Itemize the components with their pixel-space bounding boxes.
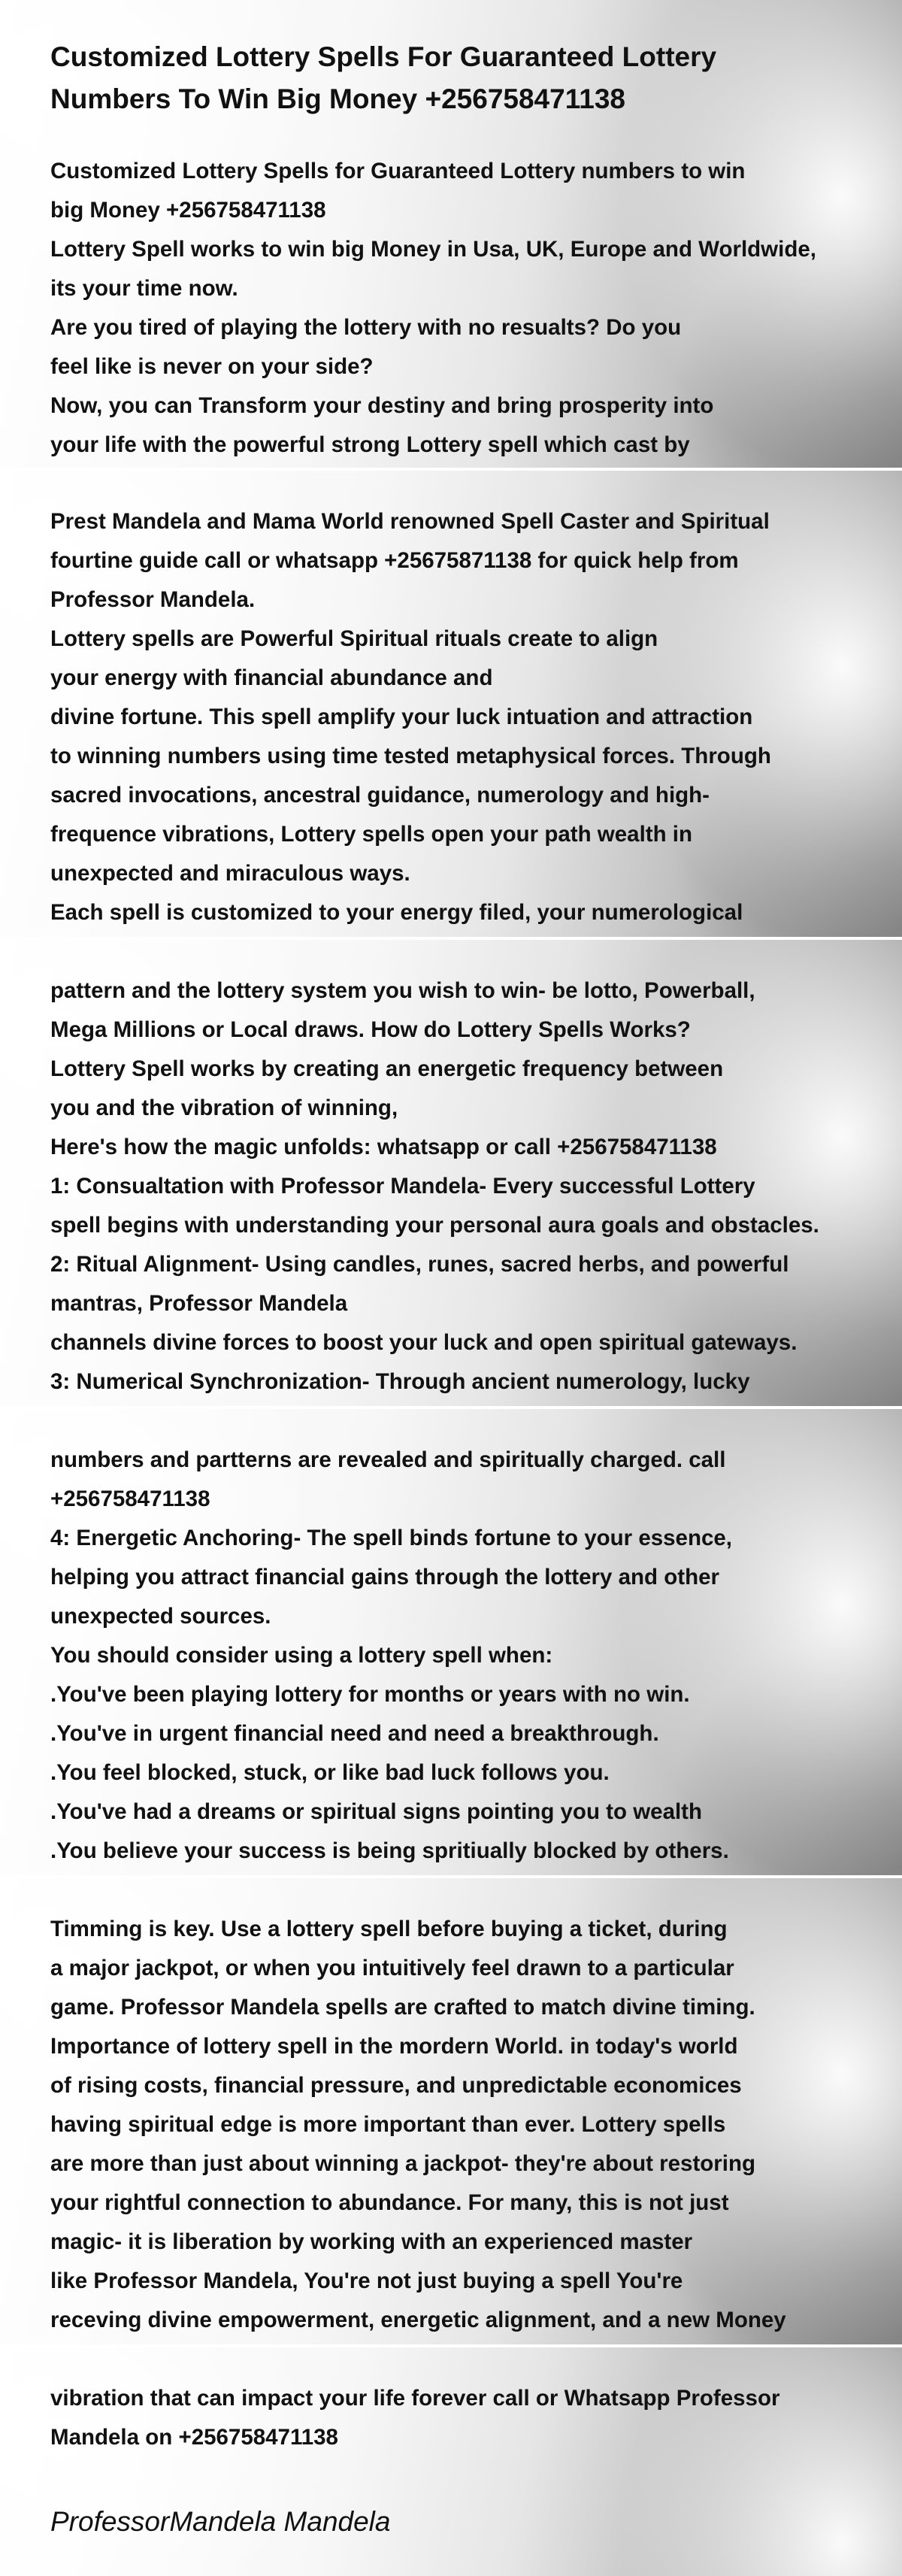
poem-line: .You believe your success is being spritiually blocked by others. [50, 1838, 729, 1863]
poem-line: 3: Numerical Synchronization- Through ancient numerology, lucky [50, 1369, 750, 1394]
poem-line: Mandela on +256758471138 [50, 2425, 338, 2450]
poem-line: 2: Ritual Alignment- Using candles, runes, sacred herbs, and powerful [50, 1252, 789, 1277]
poem-line: Mega Millions or Local draws. How do Lottery Spells Works? [50, 1017, 691, 1042]
poem-title-line-1: Customized Lottery Spells For Guaranteed Lottery [50, 41, 717, 72]
poem-line: you and the vibration of winning, [50, 1096, 398, 1120]
poem-line: frequence vibrations, Lottery spells open your path wealth in [50, 822, 693, 847]
poem-line: +256758471138 [50, 1487, 210, 1511]
poem-line: sacred invocations, ancestral guidance, numerology and high- [50, 783, 710, 808]
poem-line: .You feel blocked, stuck, or like bad luck follows you. [50, 1760, 610, 1785]
poem-line: pattern and the lottery system you wish to win- be lotto, Powerball, [50, 978, 755, 1003]
poem-line: Timming is key. Use a lottery spell before buying a ticket, during [50, 1917, 728, 1941]
poem-line: mantras, Professor Mandela [50, 1291, 348, 1316]
poem-line: Customized Lottery Spells for Guaranteed Lottery numbers to win [50, 159, 746, 183]
poem-line: Lottery Spell works by creating an energetic frequency between [50, 1056, 724, 1081]
poem-line: Now, you can Transform your destiny and bring prosperity into [50, 393, 714, 418]
poem-line: a major jackpot, or when you intuitively feel drawn to a particular [50, 1956, 734, 1980]
poem-line: big Money +256758471138 [50, 198, 326, 223]
poem-line: of rising costs, financial pressure, and unpredictable economices [50, 2073, 742, 2098]
poem-line: helping you attract financial gains through the lottery and other [50, 1565, 719, 1590]
poem-line: unexpected and miraculous ways. [50, 861, 410, 886]
poem-line: Are you tired of playing the lottery with no resualts? Do you [50, 315, 682, 340]
poem-line: vibration that can impact your life forever call or Whatsapp Professor [50, 2386, 780, 2411]
poem-line: .You've been playing lottery for months or years with no win. [50, 1682, 690, 1707]
poem-line: divine fortune. This spell amplify your luck intuation and attraction [50, 705, 753, 729]
poem-section-6 [0, 2347, 902, 2576]
poem-line: its your time now. [50, 276, 238, 301]
poem-line: your life with the powerful strong Lottery spell which cast by [50, 432, 690, 457]
poem-line: having spiritual edge is more important than ever. Lottery spells [50, 2112, 726, 2137]
poem-line: your energy with financial abundance and [50, 665, 493, 690]
poem-line: Each spell is customized to your energy filed, your numerological [50, 900, 743, 925]
poem-line: Importance of lottery spell in the mordern World. in today's world [50, 2034, 738, 2059]
poem-line: game. Professor Mandela spells are crafted to match divine timing. [50, 1995, 755, 2020]
poem-line: You should consider using a lottery spell when: [50, 1643, 553, 1668]
poem-section-2 [0, 471, 902, 937]
poem-line: receving divine empowerment, energetic alignment, and a new Money [50, 2308, 786, 2332]
poem-author: ProfessorMandela Mandela [50, 2506, 391, 2537]
poem-title-line-2: Numbers To Win Big Money +256758471138 [50, 83, 625, 114]
poem-line: unexpected sources. [50, 1604, 271, 1629]
poem-line: fourtine guide call or whatsapp +25675871138 for quick help from [50, 548, 739, 573]
poem-line: to winning numbers using time tested metaphysical forces. Through [50, 744, 771, 768]
poem-line: magic- it is liberation by working with an experienced master [50, 2229, 693, 2254]
poem-line: like Professor Mandela, You're not just buying a spell You're [50, 2268, 683, 2293]
poem-line: Lottery spells are Powerful Spiritual rituals create to align [50, 626, 658, 651]
poem-line: Prest Mandela and Mama World renowned Spell Caster and Spiritual [50, 509, 770, 534]
poem-line: Professor Mandela. [50, 587, 256, 612]
poem-section-3 [0, 940, 902, 1406]
poem-section-4 [0, 1409, 902, 1875]
poem-section-5 [0, 1878, 902, 2344]
poem-line: channels divine forces to boost your luck and open spiritual gateways. [50, 1330, 798, 1355]
poem-line: spell begins with understanding your personal aura goals and obstacles. [50, 1213, 819, 1238]
poem-line: 4: Energetic Anchoring- The spell binds fortune to your essence, [50, 1526, 732, 1550]
poem-line: are more than just about winning a jackpot- they're about restoring [50, 2151, 756, 2176]
poem-line: Here's how the magic unfolds: whatsapp or call +256758471138 [50, 1135, 717, 1159]
poem-line: Lottery Spell works to win big Money in Usa, UK, Europe and Worldwide, [50, 237, 816, 262]
poem-line: .You've had a dreams or spiritual signs pointing you to wealth [50, 1799, 703, 1824]
poem-line: your rightful connection to abundance. For many, this is not just [50, 2190, 729, 2215]
poem-line: 1: Consualtation with Professor Mandela- Every successful Lottery [50, 1174, 755, 1199]
poem-line: .You've in urgent financial need and need a breakthrough. [50, 1721, 659, 1746]
poem-line: numbers and partterns are revealed and spiritually charged. call [50, 1447, 726, 1472]
poem-section-1 [0, 0, 902, 468]
poem-line: feel like is never on your side? [50, 354, 374, 379]
